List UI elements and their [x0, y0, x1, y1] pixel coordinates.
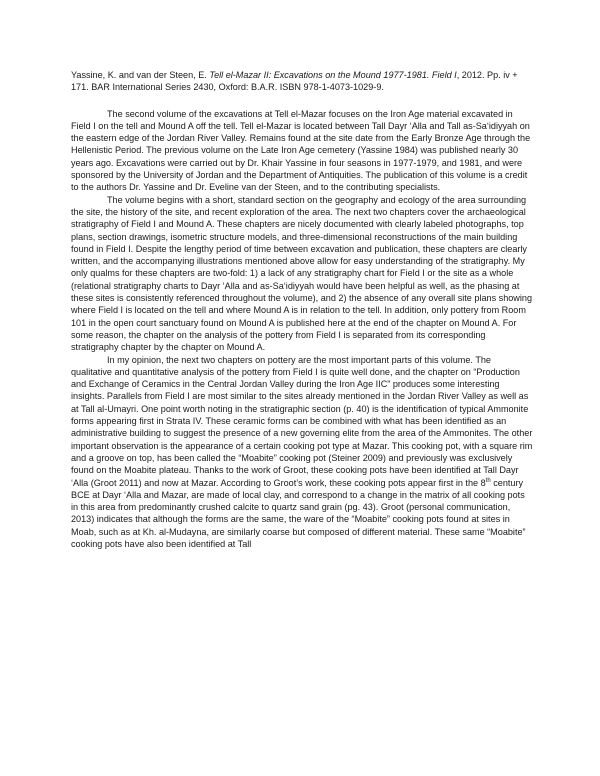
- book-citation: [71, 69, 533, 94]
- paragraph-1: The second volume of the excavations at Tell el-Mazar focuses on the Iron Age material excavated in Field I on the tell and Mound A off the tell. Tell el-Mazar is located between Tall Dayr ‘Alla and Tall as-Sa‘idiyyah on the eastern edge of the Jordan River Valley. Remains found at the site date from the Early Bronze Age through the Hellenistic Period. The previous volume on the Late Iron Age cemetery (Yassine 1984) was published nearly 30 years ago. Excavations were carried out by Dr. Khair Yassine in four seasons in 1977-1979, and 1981, and were sponsored by the University of Jordan and the Department of Antiquities. The publication of this volume is a credit to the authors Dr. Yassine and Dr. Eveline van der Steen, and to the contributing specialists.: [71, 108, 531, 193]
- paragraph-2: The volume begins with a short, standard section on the geography and ecology of the area surrounding the site, the history of the site, and recent exploration of the area. The next two chapters cover the archaeological stratigraphy of Field I and Mound A. These chapters are nicely documented with clearly labeled photographs, top plans, section drawings, isometric structure models, and three-dimensional reconstructions of the main building found in Field I. Despite the lengthy period of time between excavation and publication, these chapters are clearly written, and the accompanying illustrations mentioned above allow for easy understanding of the stratigraphy. My only qualms for these chapters are two-fold: 1) a lack of any stratigraphy chart for Field I or the site as a whole (relational stratigraphy charts to Dayr ‘Alla and as-Sa‘idiyyah would have been helpful as well, as the phasing at these sites is consistently referenced throughout the volume), and 2) the absence of any overall site plans showing where Field I is located on the tell and where Mound A is in relation to the tell. In addition, only pottery from Room 101 in the open court sanctuary found on Mound A is published here at the end of the chapter on Mound A. For some reason, the chapter on the analysis of the pottery from Field I is separated from its corresponding stratigraphy chapter by the chapter on Mound A.: [71, 194, 533, 353]
- citation-details: , 2012. Pp. iv + 171. BAR International Series 2430, Oxford: B.A.R. ISBN 978-1-4073-1029-9.: [71, 70, 518, 93]
- paragraph-3: [71, 354, 533, 551]
- review-body: [71, 69, 533, 550]
- paragraph-3-text-a: In my opinion, the next two chapters on pottery are the most important parts of this volume. The qualitative and quantitative analysis of the pottery from Field I is quite well done, and the chapter on “Production and Exchange of Ceramics in the Central Jordan Valley during the Iron Age IIC” produces some interesting insights. Parallels from Field I are most similar to the sites already mentioned in the Jordan River Valley as well as at Tall al-Umayri. One point worth noting in the stratigraphic section (p. 40) is the identification of typical Ammonite forms appearing first in Strata IV. These ceramic forms can be combined with what has been identified as an administrative building to suggest the presence of a new governing elite from the area of the Ammonites. The other important observation is the appearance of a certain cooking pot type at Mazar. This cooking pot, with a square rim and a groove on top, has been called the “Moabite” cooking pot (Steiner 2009) and previously was exclusively found on the Moabite plateau. Thanks to the work of Groot, these cooking pots have been identified at Tall Dayr ‘Alla (Groot 2011) and now at Mazar. According to Groot’s work, these cooking pots appear first in the 8: [71, 354, 533, 488]
- citation-authors: Yassine, K. and van der Steen, E.: [71, 70, 210, 80]
- paragraph-3-text-b: century BCE at Dayr ‘Alla and Mazar, are made of local clay, and correspond to a change in the matrix of all cooking pots in this area from predominantly crushed calcite to quartz sand grain (pg. 43). Groot (personal communication, 2013) indicates that although the forms are the same, the ware of the “Moabite” cooking pots found at sites in Moab, such as at Kh. al-Mudayna, are similarly coarse but composed of different material. These same “Moabite” cooking pots have also been identified at Tall: [71, 477, 526, 549]
- ordinal-superscript: th: [485, 477, 491, 484]
- citation-title: Tell el-Mazar II: Excavations on the Mound 1977-1981. Field I: [209, 70, 457, 80]
